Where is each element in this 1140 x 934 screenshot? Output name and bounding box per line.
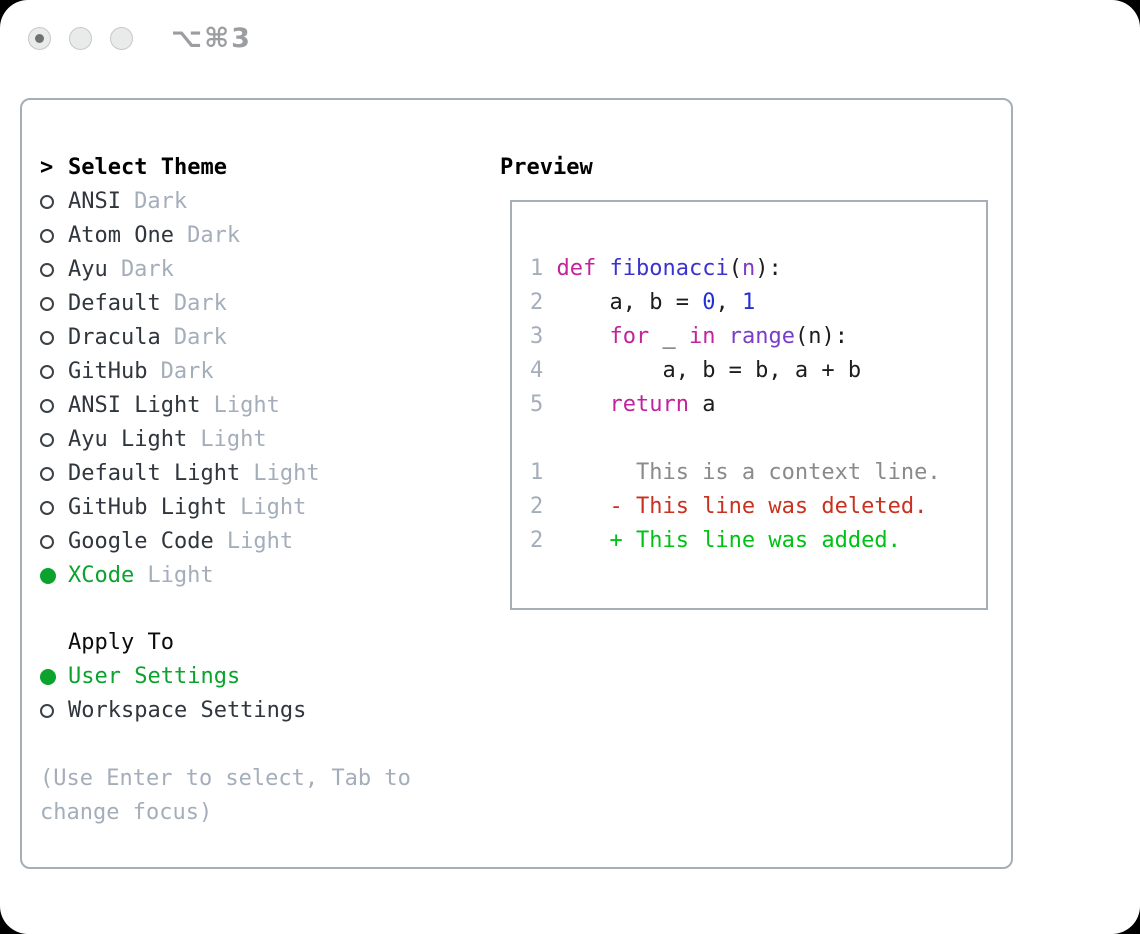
diff-text: + This line was added. [543, 528, 901, 553]
theme-variant-tag: Light [213, 393, 280, 418]
theme-name: Google Code [68, 529, 214, 554]
theme-name: Dracula [68, 325, 161, 350]
apply-option-user-settings[interactable] [40, 660, 480, 694]
theme-item-ansi-light[interactable] [40, 389, 480, 423]
preview-code-line: 5 return a [530, 392, 716, 417]
radio-unselected-icon [40, 535, 68, 549]
radio-unselected-icon [40, 467, 68, 481]
theme-item-ayu[interactable] [40, 253, 480, 287]
line-number: 2 [530, 494, 544, 519]
radio-unselected-icon [40, 263, 68, 277]
preview-code-line: 2 a, b = 0, 1 [530, 290, 756, 315]
theme-name: GitHub [68, 359, 148, 384]
theme-item-ayu-light[interactable] [40, 423, 480, 457]
radio-unselected-icon [40, 399, 68, 413]
theme-variant-tag: Dark [160, 359, 214, 384]
theme-name: ANSI [68, 189, 121, 214]
preview-diff-line-added [530, 524, 968, 558]
apply-option-label: Workspace Settings [68, 698, 307, 723]
theme-variant-tag: Light [240, 495, 307, 520]
theme-name: XCode [68, 563, 135, 588]
preview-code-line: 3 for _ in range(n): [530, 324, 848, 349]
theme-picker-panel [20, 98, 1013, 869]
diff-text: - This line was deleted. [543, 494, 928, 519]
theme-variant-tag: Dark [120, 257, 174, 282]
preview-diff-block [530, 456, 968, 558]
line-number: 2 [530, 528, 544, 553]
theme-name: Atom One [68, 223, 174, 248]
apply-option-workspace-settings[interactable] [40, 694, 480, 728]
apply-to-group [40, 626, 480, 728]
theme-list-title: Select Theme [68, 155, 227, 180]
theme-name: Ayu Light [68, 427, 188, 452]
theme-variant-tag: Dark [187, 223, 241, 248]
radio-selected-icon [40, 568, 68, 584]
active-dot-icon [35, 34, 44, 43]
focus-cursor-icon: > [40, 155, 54, 180]
apply-to-header-row [40, 626, 480, 660]
theme-item-xcode[interactable] [40, 559, 480, 593]
theme-variant-tag: Dark [173, 325, 227, 350]
theme-item-github[interactable] [40, 355, 480, 389]
radio-unselected-icon [40, 331, 68, 345]
window-button-3[interactable] [110, 27, 133, 50]
radio-unselected-icon [40, 365, 68, 379]
theme-item-dracula[interactable] [40, 321, 480, 355]
theme-name: Ayu [68, 257, 108, 282]
theme-name: GitHub Light [68, 495, 227, 520]
theme-name: Default Light [68, 461, 241, 486]
radio-unselected-icon [40, 433, 68, 447]
theme-list-header-row [40, 151, 480, 185]
apply-option-label: User Settings [68, 664, 241, 689]
radio-unselected-icon [40, 229, 68, 243]
theme-variant-tag: Light [147, 563, 214, 588]
line-number: 1 [530, 460, 544, 485]
theme-list [40, 151, 480, 593]
line-number: 3 [530, 324, 557, 349]
line-number: 5 [530, 392, 557, 417]
theme-item-default[interactable] [40, 287, 480, 321]
line-number: 2 [530, 290, 557, 315]
theme-item-github-light[interactable] [40, 491, 480, 525]
radio-unselected-icon [40, 195, 68, 209]
preview-diff-line-context [530, 456, 968, 490]
line-number: 1 [530, 256, 557, 281]
window-button-active[interactable] [28, 27, 51, 50]
radio-unselected-icon [40, 501, 68, 515]
keyboard-shortcut-label: ⌥⌘3 [171, 22, 252, 54]
theme-item-ansi[interactable] [40, 185, 480, 219]
radio-selected-icon [40, 669, 68, 685]
preview-diff-line-deleted [530, 490, 968, 524]
preview-box [510, 200, 988, 610]
theme-variant-tag: Dark [134, 189, 188, 214]
apply-to-title: Apply To [68, 630, 174, 655]
diff-text: This is a context line. [543, 460, 941, 485]
usage-hint: (Use Enter to select, Tab to change focus) [40, 766, 411, 825]
theme-variant-tag: Light [226, 529, 294, 554]
radio-unselected-icon [40, 297, 68, 311]
radio-unselected-icon [40, 704, 68, 718]
theme-name: ANSI Light [68, 393, 201, 418]
preview-blank-line [530, 422, 968, 456]
preview-code-line: 4 a, b = b, a + b [530, 358, 862, 383]
theme-item-google-code[interactable] [40, 525, 480, 559]
preview-code-line: 1 def fibonacci(n): [530, 256, 782, 281]
preview-title: Preview [500, 155, 593, 180]
preview-code-block [530, 252, 968, 422]
theme-variant-tag: Dark [173, 291, 227, 316]
line-number: 4 [530, 358, 557, 383]
window-button-2[interactable] [69, 27, 92, 50]
theme-name: Default [68, 291, 161, 316]
theme-item-atom-one[interactable] [40, 219, 480, 253]
theme-variant-tag: Light [200, 427, 267, 452]
theme-variant-tag: Light [253, 461, 320, 486]
titlebar [28, 22, 252, 54]
theme-item-default-light[interactable] [40, 457, 480, 491]
